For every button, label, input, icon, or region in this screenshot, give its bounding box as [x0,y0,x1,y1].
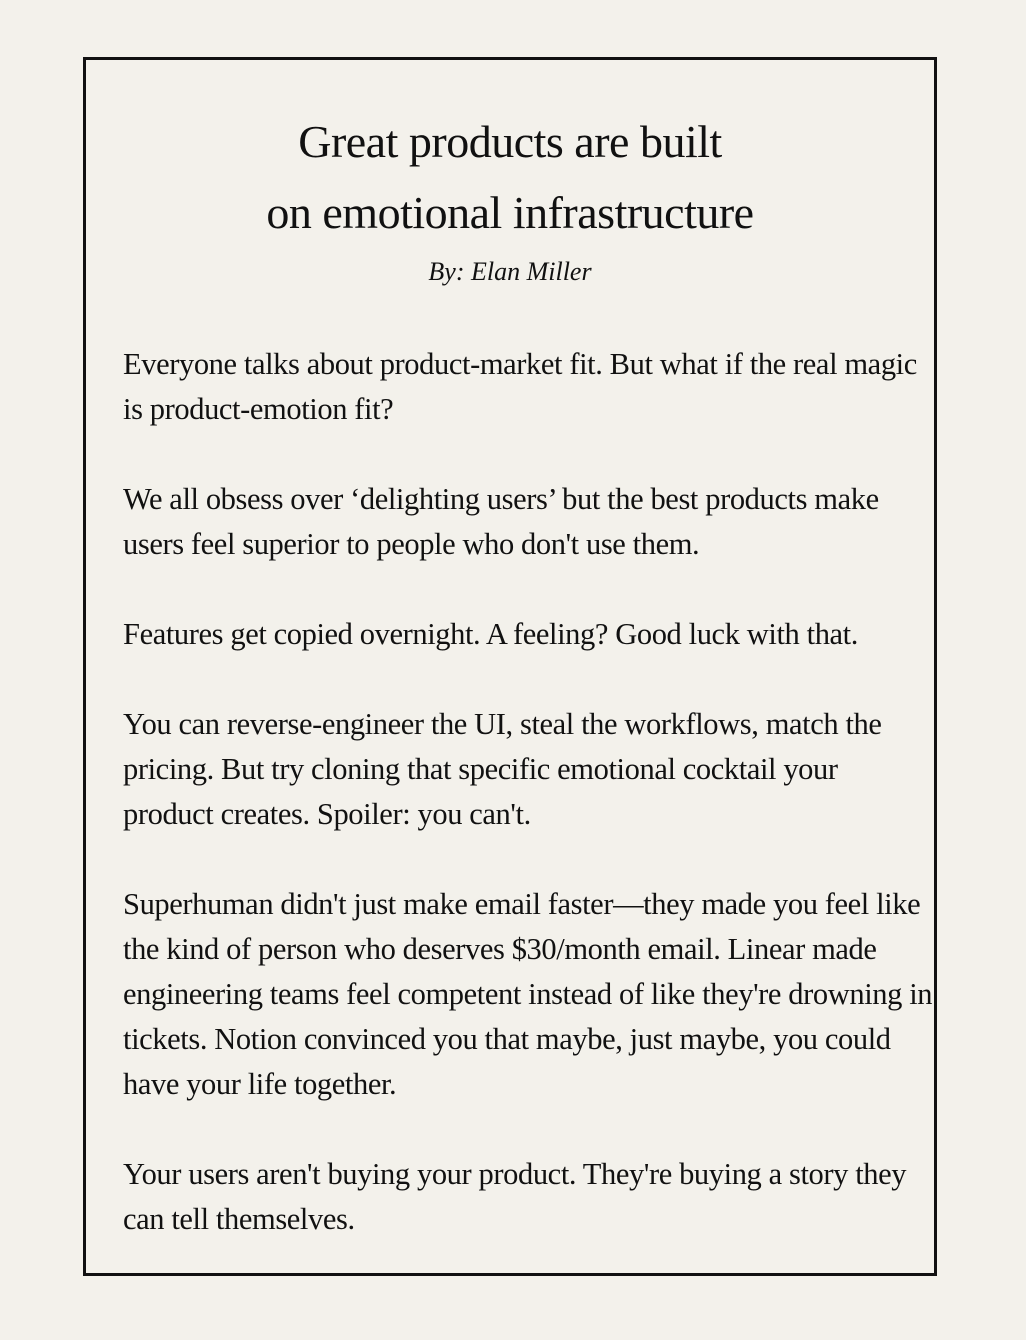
article-title-line-1: Great products are built [298,116,722,167]
article-paragraph-2: We all obsess over ‘delighting users’ but the best products make users feel superior to people who don't use them. [123,482,879,561]
article-title-line-2: on emotional infrastructure [266,187,754,238]
article-paragraph-6: Your users aren't buying your product. They're buying a story they can tell themselves. [123,1157,907,1236]
article-paragraph-5: Superhuman didn't just make email faster—they made you feel like the kind of person who deserves $30/month email. Linear made engineering teams feel competent instead of like they're drowning in tickets. Notion convinced you that maybe, just maybe, you could have your life together. [123,887,933,1101]
article-body [123,342,933,1242]
article-byline: By: Elan Miller [428,257,592,286]
article-paragraph-4: You can reverse-engineer the UI, steal the workflows, match the pricing. But try cloning that specific emotional cocktail your product creates. Spoiler: you can't. [123,707,882,831]
article-card [83,57,937,1276]
article-title [86,106,934,248]
article-paragraph-1: Everyone talks about product-market fit. But what if the real magic is product-emotion fit? [123,347,917,426]
article-paragraph-3: Features get copied overnight. A feeling? Good luck with that. [123,617,858,651]
